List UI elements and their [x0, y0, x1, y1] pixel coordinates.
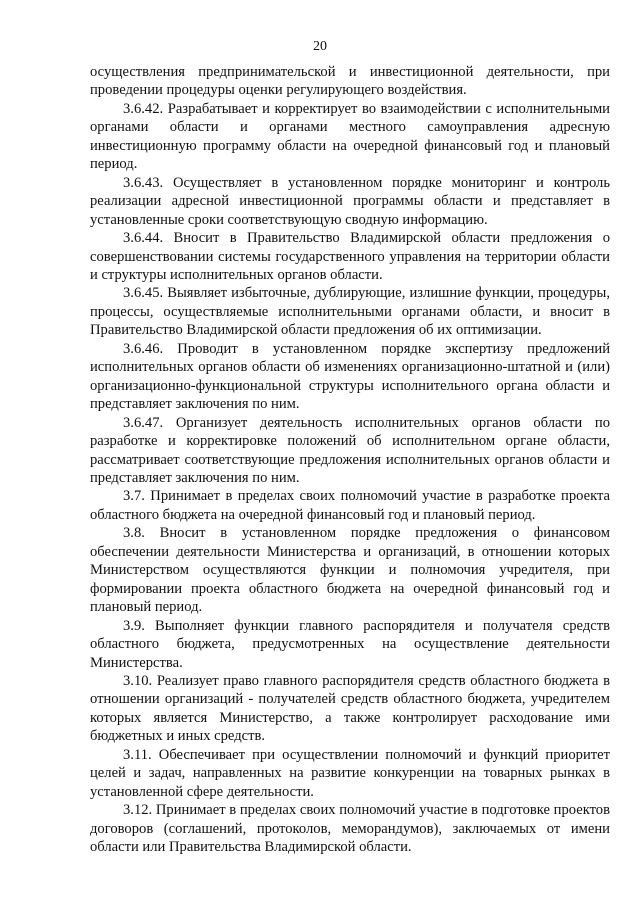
document-body: [90, 63, 610, 856]
paragraph-3-6-44: 3.6.44. Вносит в Правительство Владимирской области предложения о совершенствовании системы государственного управления на территории области и структуры исполнительных органов области.: [90, 230, 610, 283]
paragraph-3-6-47: 3.6.47. Организует деятельность исполнительных органов области по разработке и корректировке положений об исполнительном органе области, рассматривает соответствующие предложения исполнительных органов области и представляет заключения по ним.: [90, 414, 610, 486]
paragraph-3-8: 3.8. Вносит в установленном порядке предложения о финансовом обеспечении деятельности Министерства и организаций, в отношении которых Министерством осуществляются функции и полномочия учредителя, при формировании проекта областного бюджета на очередной финансовый год и плановый период.: [90, 525, 610, 616]
paragraph-3-6-46: 3.6.46. Проводит в установленном порядке экспертизу предложений исполнительных органов области об изменениях организационно-штатной и (или) организационно-функциональной структуры исполнительного органа области и представляет заключения по ним.: [90, 340, 610, 413]
paragraph-3-11: 3.11. Обеспечивает при осуществлении полномочий и функций приоритет целей и задач, направленных на развитие конкуренции на товарных рынках в установленной сфере деятельности.: [90, 746, 610, 800]
paragraph-3-9: 3.9. Выполняет функции главного распорядителя и получателя средств областного бюджета, предусмотренных на осуществление деятельности Министерства.: [90, 617, 610, 671]
paragraph-3-6-45: 3.6.45. Выявляет избыточные, дублирующие, излишние функции, процедуры, процессы, осуществляемые исполнительными органами области, и вносит в Правительство Владимирской области предложения об их оптимизации.: [90, 285, 610, 339]
page-number: 20: [313, 39, 327, 54]
paragraph-continuation: осуществления предпринимательской и инвестиционной деятельности, при проведении процедуры оценки регулирующего воздействия.: [90, 64, 610, 99]
paragraph-3-10: 3.10. Реализует право главного распорядителя средств областного бюджета в отношении организаций - получателей средств областного бюджета, учредителем которых является Министерство, а также контролирует расходование ими бюджетных и иных средств.: [90, 672, 610, 745]
paragraph-3-12: 3.12. Принимает в пределах своих полномочий участие в подготовке проектов договоров (соглашений, протоколов, меморандумов), заключаемых от имени области или Правительства Владимирской области.: [90, 802, 610, 856]
paragraph-3-6-42: 3.6.42. Разрабатывает и корректирует во взаимодействии с исполнительными органами области и органами местного самоуправления адресную инвестиционную программу области на очередной финансовый год и плановый период.: [90, 100, 610, 173]
paragraph-3-7: 3.7. Принимает в пределах своих полномочий участие в разработке проекта областного бюджета на очередной финансовый год и плановый период.: [90, 488, 610, 523]
paragraph-3-6-43: 3.6.43. Осуществляет в установленном порядке мониторинг и контроль реализации адресной инвестиционной программы области и представляет в установленные сроки соответствующую сводную информацию.: [90, 174, 610, 228]
